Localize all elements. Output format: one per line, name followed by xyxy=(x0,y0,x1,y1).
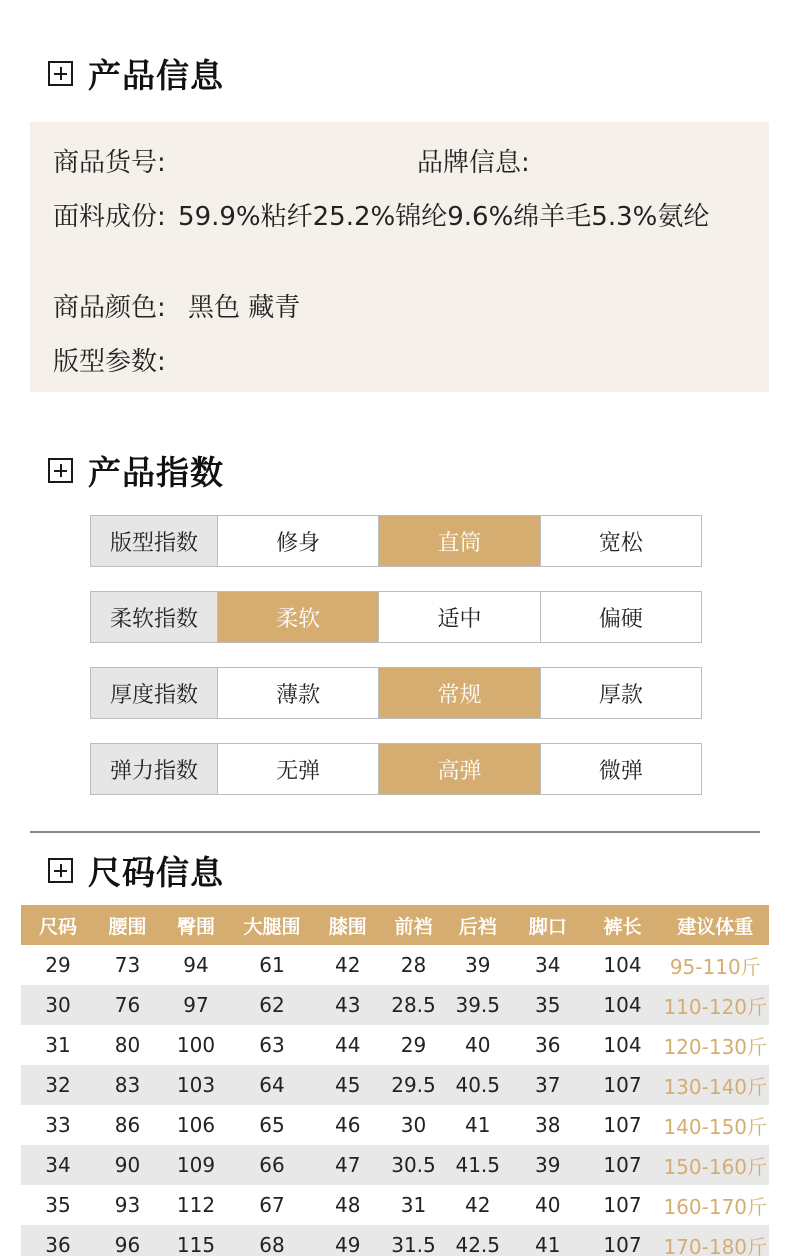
table-cell-weight: 170-180斤 xyxy=(663,1234,768,1256)
table-cell: 83 xyxy=(114,1073,141,1097)
table-cell: 107 xyxy=(603,1153,642,1177)
section-title: 产品信息 xyxy=(88,56,224,95)
table-cell: 80 xyxy=(114,1033,141,1057)
table-header-cell: 腰围 xyxy=(108,915,147,938)
table-cell: 93 xyxy=(114,1193,141,1217)
table-cell: 39 xyxy=(535,1153,561,1177)
index-row xyxy=(90,667,702,719)
table-cell: 94 xyxy=(183,953,209,977)
table-row xyxy=(21,1145,769,1185)
table-cell: 42 xyxy=(465,1193,491,1217)
fit-line xyxy=(53,341,178,378)
index-row xyxy=(90,515,702,567)
table-header-cell: 大腿围 xyxy=(243,915,301,938)
table-cell: 90 xyxy=(114,1153,141,1177)
table-cell-weight: 160-170斤 xyxy=(663,1194,768,1219)
table-cell: 36 xyxy=(535,1033,561,1057)
table-cell: 32 xyxy=(45,1073,71,1097)
index-option: 无弹 xyxy=(217,744,378,794)
index-row xyxy=(90,743,702,795)
index-option: 修身 xyxy=(217,516,378,566)
table-cell: 106 xyxy=(176,1113,216,1137)
fabric-value: 59.9%粘纤25.2%锦纶9.6%绵羊毛5.3%氨纶 xyxy=(178,202,710,232)
plus-box-icon xyxy=(48,458,73,483)
plus-box-icon xyxy=(48,61,73,86)
table-cell: 61 xyxy=(259,953,285,977)
index-option: 薄款 xyxy=(217,668,378,718)
table-cell: 29.5 xyxy=(391,1073,436,1097)
section-header-product-index xyxy=(48,447,224,494)
index-option-selected: 常规 xyxy=(378,668,539,718)
table-cell: 42 xyxy=(335,953,361,977)
fit-label: 版型参数: xyxy=(53,347,166,377)
index-option-selected: 直筒 xyxy=(378,516,539,566)
table-header xyxy=(21,905,769,945)
table-cell-weight: 110-120斤 xyxy=(663,994,768,1019)
table-cell: 46 xyxy=(335,1113,361,1137)
brand-label: 品牌信息: xyxy=(417,148,530,178)
table-cell: 39.5 xyxy=(455,993,501,1017)
table-row xyxy=(21,1185,769,1225)
table-cell: 63 xyxy=(259,1033,285,1057)
table-cell: 36 xyxy=(45,1233,71,1256)
table-cell: 35 xyxy=(45,1193,71,1217)
table-cell: 29 xyxy=(45,953,71,977)
table-row xyxy=(21,985,769,1025)
table-cell: 107 xyxy=(603,1233,642,1256)
product-info-panel xyxy=(30,122,769,392)
table-cell: 41 xyxy=(465,1113,491,1137)
table-cell: 68 xyxy=(259,1233,285,1256)
table-cell: 30 xyxy=(45,993,71,1017)
table-row xyxy=(21,1105,769,1145)
table-cell-weight: 150-160斤 xyxy=(663,1154,768,1179)
table-row xyxy=(21,1025,769,1065)
table-cell: 31 xyxy=(45,1033,71,1057)
table-cell: 112 xyxy=(176,1193,216,1217)
table-cell: 103 xyxy=(176,1073,216,1097)
fabric-line xyxy=(53,196,709,233)
index-label: 柔软指数 xyxy=(91,592,217,642)
index-option-selected: 高弹 xyxy=(378,744,539,794)
table-row xyxy=(21,1225,769,1256)
table-cell: 104 xyxy=(603,993,642,1017)
table-cell: 100 xyxy=(176,1033,216,1057)
table-cell: 31.5 xyxy=(391,1233,436,1256)
index-option: 宽松 xyxy=(540,516,701,566)
section-header-size-info xyxy=(48,847,224,894)
table-header-cell: 裤长 xyxy=(603,915,642,938)
section-title: 产品指数 xyxy=(88,453,224,492)
table-cell: 97 xyxy=(183,993,209,1017)
table-cell: 73 xyxy=(114,953,141,977)
table-cell: 31 xyxy=(400,1193,427,1217)
table-cell: 49 xyxy=(335,1233,361,1256)
table-cell: 115 xyxy=(176,1233,216,1256)
table-cell: 48 xyxy=(335,1193,361,1217)
table-cell: 35 xyxy=(535,993,561,1017)
index-label: 版型指数 xyxy=(91,516,217,566)
table-cell: 37 xyxy=(535,1073,561,1097)
table-header-cell: 尺码 xyxy=(38,915,77,938)
table-cell-weight: 140-150斤 xyxy=(663,1114,768,1139)
table-cell: 107 xyxy=(603,1113,642,1137)
table-cell: 66 xyxy=(259,1153,285,1177)
table-cell: 86 xyxy=(114,1113,141,1137)
table-cell: 96 xyxy=(114,1233,141,1256)
table-cell: 76 xyxy=(114,993,141,1017)
table-cell: 40 xyxy=(535,1193,561,1217)
section-divider xyxy=(30,831,760,833)
table-cell: 33 xyxy=(45,1113,71,1137)
table-cell: 40.5 xyxy=(455,1073,501,1097)
index-label: 弹力指数 xyxy=(91,744,217,794)
fabric-label: 面料成份: xyxy=(53,202,166,232)
table-cell: 29 xyxy=(400,1033,427,1057)
color-line xyxy=(53,287,300,324)
table-cell: 30.5 xyxy=(391,1153,436,1177)
brand-line xyxy=(417,142,542,179)
index-option-selected: 柔软 xyxy=(217,592,378,642)
table-cell: 107 xyxy=(603,1193,642,1217)
table-cell-weight: 130-140斤 xyxy=(663,1074,768,1099)
table-cell: 34 xyxy=(45,1153,71,1177)
table-cell: 30 xyxy=(400,1113,427,1137)
color-value: 黑色 藏青 xyxy=(188,293,301,323)
table-cell-weight: 95-110斤 xyxy=(669,954,761,979)
table-row xyxy=(21,945,769,985)
table-header-cell: 膝围 xyxy=(328,915,367,938)
index-option: 厚款 xyxy=(540,668,701,718)
color-label: 商品颜色: xyxy=(53,293,166,323)
table-header-cell: 建议体重 xyxy=(677,915,754,938)
table-row xyxy=(21,1065,769,1105)
index-option: 偏硬 xyxy=(540,592,701,642)
table-cell: 34 xyxy=(535,953,561,977)
table-header-cell: 脚口 xyxy=(528,915,567,938)
index-label: 厚度指数 xyxy=(91,668,217,718)
table-cell: 45 xyxy=(335,1073,361,1097)
table-cell: 28 xyxy=(400,953,427,977)
size-table xyxy=(21,905,769,1256)
table-cell: 65 xyxy=(259,1113,285,1137)
table-cell: 47 xyxy=(335,1153,361,1177)
table-header-cell: 臀围 xyxy=(176,915,215,938)
table-header-cell: 前裆 xyxy=(394,915,433,938)
table-cell-weight: 120-130斤 xyxy=(663,1034,768,1059)
table-header-cell: 后裆 xyxy=(458,915,497,938)
table-cell: 107 xyxy=(603,1073,642,1097)
table-cell: 67 xyxy=(259,1193,285,1217)
section-header-product-info xyxy=(48,50,224,97)
section-title: 尺码信息 xyxy=(88,853,224,892)
plus-box-icon xyxy=(48,858,73,883)
table-cell: 38 xyxy=(535,1113,561,1137)
table-cell: 64 xyxy=(259,1073,285,1097)
table-cell: 44 xyxy=(335,1033,361,1057)
table-cell: 39 xyxy=(465,953,491,977)
table-cell: 41 xyxy=(535,1233,561,1256)
table-cell: 28.5 xyxy=(391,993,436,1017)
table-cell: 41.5 xyxy=(455,1153,501,1177)
table-cell: 40 xyxy=(465,1033,491,1057)
table-cell: 42.5 xyxy=(455,1233,501,1256)
table-cell: 104 xyxy=(603,953,642,977)
table-cell: 104 xyxy=(603,1033,642,1057)
item-no-label: 商品货号: xyxy=(53,148,166,178)
item-no-line xyxy=(53,142,178,179)
table-cell: 109 xyxy=(176,1153,216,1177)
index-option: 适中 xyxy=(378,592,539,642)
table-cell: 43 xyxy=(335,993,361,1017)
index-row xyxy=(90,591,702,643)
table-cell: 62 xyxy=(259,993,285,1017)
index-option: 微弹 xyxy=(540,744,701,794)
